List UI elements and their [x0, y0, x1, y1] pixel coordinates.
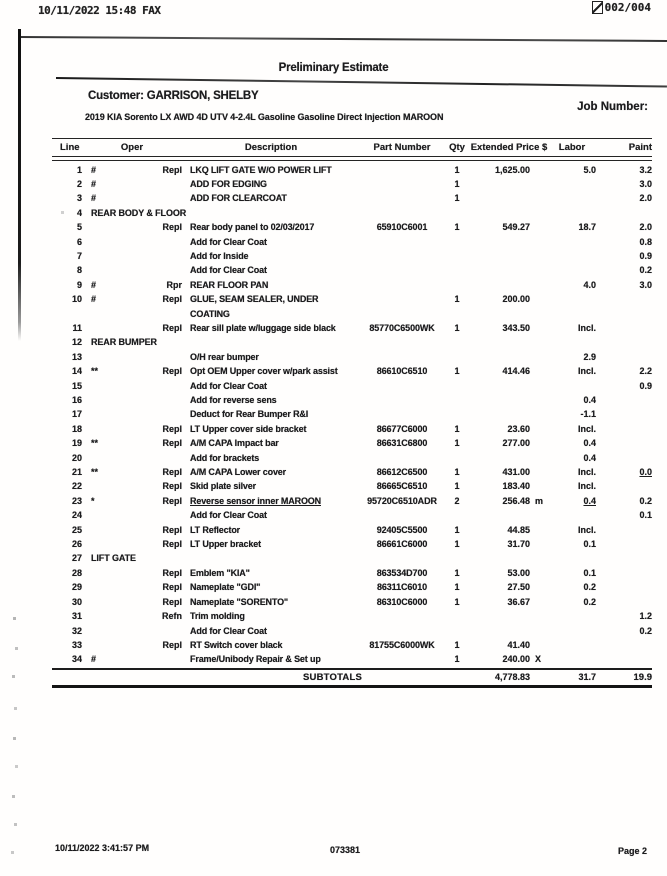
cell-labor: 0.4 [583, 495, 596, 506]
subtotals-row [52, 670, 652, 686]
cell-desc: ADD FOR EDGING [190, 178, 267, 189]
cell-line: 21 [71, 467, 82, 478]
cell-line: 8 [76, 265, 82, 276]
table-row [52, 321, 652, 335]
cell-price-flag: X [535, 654, 542, 665]
cell-oper: Repl [162, 164, 182, 175]
section-title: REAR BUMPER [91, 337, 157, 348]
table-row [52, 451, 652, 465]
cell-desc: ADD FOR CLEARCOAT [190, 193, 287, 204]
cell-price: 183.40 [502, 481, 530, 492]
cell-oper: Repl [162, 322, 182, 333]
cell-line: 1 [76, 164, 82, 175]
fax-transmission-header [0, 3, 667, 21]
cell-price-flag: m [535, 495, 544, 506]
cell-desc: O/H rear bumper [190, 351, 259, 362]
cell-line: 9 [76, 279, 82, 290]
table-row [52, 624, 652, 638]
cell-oper: Repl [162, 481, 182, 492]
cell-line: 24 [71, 510, 82, 521]
table-row [52, 263, 652, 277]
table-row [52, 595, 652, 609]
footer-page-number: Page 2 [617, 846, 647, 856]
cell-qty: 1 [454, 654, 460, 665]
cell-price: 277.00 [502, 438, 530, 449]
cell-labor: Incl. [577, 366, 596, 377]
cell-line: 15 [71, 380, 82, 391]
cell-labor: 0.4 [583, 452, 596, 463]
cell-oper: Repl [162, 467, 182, 478]
customer-name: Customer: GARRISON, SHELBY [88, 90, 259, 102]
cell-line: 29 [71, 582, 82, 593]
cell-part: 86612C6500 [376, 467, 428, 478]
cell-line: 3 [76, 193, 82, 204]
cell-part: 86310C6000 [376, 596, 428, 607]
title-rule [56, 77, 667, 88]
cell-desc: Add for Clear Coat [190, 380, 267, 391]
table-row [52, 465, 652, 479]
cell-oper: Refn [162, 611, 182, 622]
cell-desc: Rear sill plate w/luggage side black [190, 322, 336, 333]
cell-desc: Add for Clear Coat [190, 236, 267, 247]
cell-flag: # [91, 164, 97, 175]
cell-price: 256.48 [502, 495, 530, 506]
cell-paint: 2.2 [639, 366, 652, 377]
cell-qty: 1 [454, 222, 460, 233]
cell-desc: Frame/Unibody Repair & Set up [190, 654, 321, 665]
cell-line: 34 [71, 654, 82, 665]
cell-line: 33 [71, 639, 82, 650]
cell-part: 863534D700 [376, 567, 428, 578]
section-title: REAR BODY & FLOOR [91, 207, 187, 218]
cell-labor: 5.0 [583, 164, 596, 175]
cell-part: 86631C6800 [376, 438, 428, 449]
cell-line: 10 [71, 294, 82, 305]
cell-desc: LT Reflector [190, 524, 241, 535]
cell-line: 31 [71, 611, 82, 622]
cell-qty: 1 [454, 582, 460, 593]
cell-price: 200.00 [502, 294, 530, 305]
cell-desc: Skid plate silver [190, 481, 256, 492]
footer-timestamp: 10/11/2022 3:41:57 PM [55, 843, 150, 853]
cell-labor: -1.1 [580, 409, 596, 420]
cell-part: 65910C6001 [376, 222, 428, 233]
section-row [52, 335, 652, 349]
vehicle-description: 2019 KIA Sorento LX AWD 4D UTV 4-2.4L Gasoline Gasoline Direct Injection MAROON [85, 112, 444, 122]
cell-paint: 0.2 [639, 265, 652, 276]
cell-price: 1,625.00 [494, 164, 530, 175]
cell-desc: Add for Inside [190, 250, 249, 261]
cell-labor: 0.2 [583, 582, 596, 593]
cell-line: 22 [71, 481, 82, 492]
header-paint: Paint [628, 142, 652, 153]
cell-desc: A/M CAPA Impact bar [190, 438, 279, 449]
cell-desc: Add for Clear Coat [190, 510, 267, 521]
section-title: LIFT GATE [91, 553, 136, 564]
table-row [52, 652, 652, 666]
cell-part: 86661C6000 [376, 539, 428, 550]
subtotals-paint: 19.9 [633, 671, 652, 683]
cell-desc: LT Upper cover side bracket [190, 423, 307, 434]
cell-paint: 0.2 [639, 495, 652, 506]
cell-price: 31.70 [507, 539, 530, 550]
cell-paint: 1.2 [639, 611, 652, 622]
table-row [52, 249, 652, 263]
cell-labor: Incl. [577, 467, 596, 478]
cell-oper: Repl [162, 639, 182, 650]
fax-timestamp: 10/11/2022 15:48 FAX [38, 4, 161, 17]
job-number-label: Job Number: [577, 101, 648, 113]
cell-flag: ** [91, 438, 99, 449]
cell-labor: 18.7 [578, 222, 596, 233]
header-labor: Labor [558, 142, 586, 153]
cell-labor: 0.2 [583, 596, 596, 607]
cell-paint: 2.0 [639, 193, 652, 204]
cell-line: 16 [71, 395, 82, 405]
table-row [52, 220, 652, 234]
cell-line: 7 [76, 250, 82, 261]
cell-line: 25 [71, 524, 82, 535]
cell-qty: 1 [454, 366, 460, 377]
cell-desc: Nameplate "SORENTO" [190, 596, 289, 607]
cell-line: 27 [71, 553, 82, 564]
cell-line: 23 [71, 495, 82, 506]
cell-line: 32 [71, 625, 82, 636]
subtotals-label: SUBTOTALS [303, 671, 362, 683]
table-row [52, 508, 652, 522]
table-row [52, 235, 652, 249]
cell-desc: A/M CAPA Lower cover [190, 467, 287, 478]
cell-paint: 0.9 [639, 380, 652, 391]
cell-labor: Incl. [577, 524, 596, 535]
cell-labor: Incl. [577, 322, 596, 333]
cell-desc: Deduct for Rear Bumper R&I [190, 409, 309, 420]
header-qty: Qty [449, 142, 465, 153]
table-row [52, 566, 652, 580]
fax-page-counter [592, 1, 651, 14]
cell-paint: 0.8 [639, 236, 652, 247]
cell-part: 81755C6000WK [369, 639, 435, 650]
cell-paint: 3.2 [639, 164, 652, 175]
cell-part: 86665C6510 [376, 481, 428, 492]
cell-paint: 0.0 [639, 467, 652, 478]
cell-labor: 4.0 [583, 279, 596, 290]
cell-qty: 1 [454, 567, 460, 578]
table-row [52, 494, 652, 508]
cell-labor: 0.4 [583, 438, 596, 449]
cell-oper: Repl [162, 495, 182, 506]
header-line: Line [60, 142, 80, 153]
cell-line: 6 [76, 236, 82, 247]
table-row [52, 580, 652, 594]
table-row [52, 609, 652, 623]
cell-oper: Repl [162, 438, 182, 449]
cell-paint: 0.9 [639, 250, 652, 261]
cell-oper: Repl [162, 366, 182, 377]
cell-qty: 1 [454, 178, 460, 189]
cell-qty: 1 [454, 524, 460, 535]
table-row [52, 379, 652, 393]
cell-oper: Repl [162, 539, 182, 550]
table-row [52, 422, 652, 436]
cell-qty: 1 [454, 596, 460, 607]
subtotals-extended-price: 4,778.83 [494, 671, 530, 682]
table-row [52, 163, 652, 177]
cell-price: 27.50 [507, 582, 530, 593]
table-row [52, 537, 652, 551]
cell-qty: 1 [454, 322, 460, 333]
cell-oper: Repl [162, 222, 182, 233]
cell-oper: Repl [162, 294, 182, 305]
fax-page-icon [592, 1, 603, 14]
cell-desc: LKQ LIFT GATE W/O POWER LIFT [190, 164, 332, 175]
cell-qty: 1 [454, 438, 460, 449]
cell-line: 18 [71, 423, 82, 434]
cell-paint: 0.1 [639, 510, 652, 521]
cell-oper: Repl [162, 567, 182, 578]
cell-desc: RT Switch cover black [190, 639, 283, 650]
cell-part: 86311C6010 [376, 582, 428, 593]
table-row [52, 292, 652, 321]
cell-price: 53.00 [507, 567, 530, 578]
cell-paint: 3.0 [639, 178, 652, 189]
cell-flag: # [91, 654, 97, 665]
cell-price: 240.00 [502, 654, 530, 665]
cell-line: 17 [71, 409, 82, 420]
cell-qty: 1 [454, 423, 460, 434]
cell-desc: Add for Clear Coat [190, 625, 267, 636]
table-row [52, 191, 652, 205]
cell-line: 30 [71, 596, 82, 607]
header-part-number: Part Number [373, 142, 431, 153]
cell-price: 549.27 [502, 222, 530, 233]
cell-flag: * [91, 495, 95, 506]
cell-paint: 3.0 [639, 279, 652, 290]
table-row [52, 523, 652, 537]
cell-labor: 2.9 [583, 351, 596, 362]
cell-line: 5 [76, 222, 82, 233]
table-header-row [52, 138, 652, 155]
cell-qty: 1 [454, 467, 460, 478]
cell-desc: Nameplate "GDI" [190, 582, 261, 593]
cell-desc: Rear body panel to 02/03/2017 [190, 222, 315, 233]
cell-oper: Repl [162, 524, 182, 535]
header-oper: Oper [120, 142, 144, 153]
header-description: Description [244, 142, 298, 153]
table-row [52, 393, 652, 407]
cell-labor: Incl. [577, 423, 596, 434]
cell-line: 20 [71, 452, 82, 463]
cell-desc: Add for brackets [190, 452, 260, 463]
cell-flag: ** [91, 366, 99, 377]
cell-desc: Add for Clear Coat [190, 265, 267, 276]
cell-desc: Add for reverse sens [190, 395, 277, 405]
cell-qty: 1 [454, 193, 460, 204]
cell-desc: REAR FLOOR PAN [190, 279, 269, 290]
table-row [52, 479, 652, 493]
cell-flag: # [91, 294, 97, 305]
fax-page-count-text: 002/004 [604, 1, 651, 14]
header-extended-price: Extended Price $ [470, 142, 548, 153]
cell-price: 44.85 [507, 524, 530, 535]
cell-qty: 1 [454, 294, 460, 305]
scan-artifact-top-line [18, 36, 667, 42]
document-title: Preliminary Estimate [278, 62, 389, 74]
estimate-rows [52, 161, 652, 667]
cell-labor: 0.4 [583, 395, 596, 405]
cell-desc: LT Upper bracket [190, 539, 261, 550]
table-row [52, 364, 652, 378]
cell-labor: Incl. [577, 481, 596, 492]
cell-price: 343.50 [502, 322, 530, 333]
cell-line: 11 [72, 322, 82, 333]
cell-price: 23.60 [507, 423, 530, 434]
table-row [52, 407, 652, 421]
table-row [52, 177, 652, 191]
scan-artifact-left-line [18, 29, 21, 341]
cell-line: 2 [76, 178, 82, 189]
table-row [52, 638, 652, 652]
cell-oper: Repl [162, 582, 182, 593]
cell-line: 28 [71, 567, 82, 578]
cell-oper: Repl [162, 596, 182, 607]
scan-noise-speckles [0, 0, 1, 1]
section-row [52, 551, 652, 565]
cell-desc: Emblem "KIA" [190, 567, 250, 578]
cell-line: 19 [71, 438, 82, 449]
cell-labor: 0.1 [583, 539, 596, 550]
cell-qty: 1 [454, 164, 460, 175]
cell-line: 4 [76, 207, 82, 218]
cell-line: 26 [71, 539, 82, 550]
cell-flag: ** [91, 467, 99, 478]
cell-price: 36.67 [507, 596, 530, 607]
cell-line: 12 [71, 337, 82, 348]
cell-part: 95720C6510ADR [367, 495, 437, 506]
subtotals-block [52, 668, 652, 689]
section-row [52, 206, 652, 220]
cell-flag: # [91, 193, 97, 204]
cell-part: 86610C6510 [376, 366, 428, 377]
cell-qty: 1 [454, 639, 460, 650]
estimate-table [52, 138, 652, 688]
cell-oper: Rpr [166, 279, 182, 290]
table-row [52, 278, 652, 292]
cell-part: 85770C6500WK [369, 322, 435, 333]
table-row [52, 350, 652, 364]
cell-paint: 0.2 [639, 625, 652, 636]
footer-doc-number: 073381 [330, 845, 361, 855]
cell-price: 431.00 [502, 467, 530, 478]
cell-flag: # [91, 178, 97, 189]
cell-desc: GLUE, SEAM SEALER, UNDER COATING [190, 294, 319, 319]
cell-part: 86677C6000 [376, 423, 428, 434]
cell-desc: Opt OEM Upper cover w/park assist [190, 366, 338, 377]
table-row [52, 436, 652, 450]
cell-desc: Trim molding [190, 611, 245, 622]
cell-paint: 2.0 [639, 222, 652, 233]
cell-line: 13 [71, 351, 82, 362]
cell-part: 92405C5500 [376, 524, 428, 535]
cell-qty: 1 [454, 481, 460, 492]
cell-price: 41.40 [507, 639, 530, 650]
cell-line: 14 [71, 366, 82, 377]
cell-oper: Repl [162, 423, 182, 434]
cell-flag: # [91, 279, 97, 290]
cell-qty: 2 [454, 495, 460, 506]
cell-desc: Reverse sensor inner MAROON [190, 495, 321, 506]
subtotals-labor: 31.7 [578, 671, 596, 682]
cell-price: 414.46 [502, 366, 530, 377]
cell-labor: 0.1 [583, 567, 596, 578]
cell-qty: 1 [454, 539, 460, 550]
